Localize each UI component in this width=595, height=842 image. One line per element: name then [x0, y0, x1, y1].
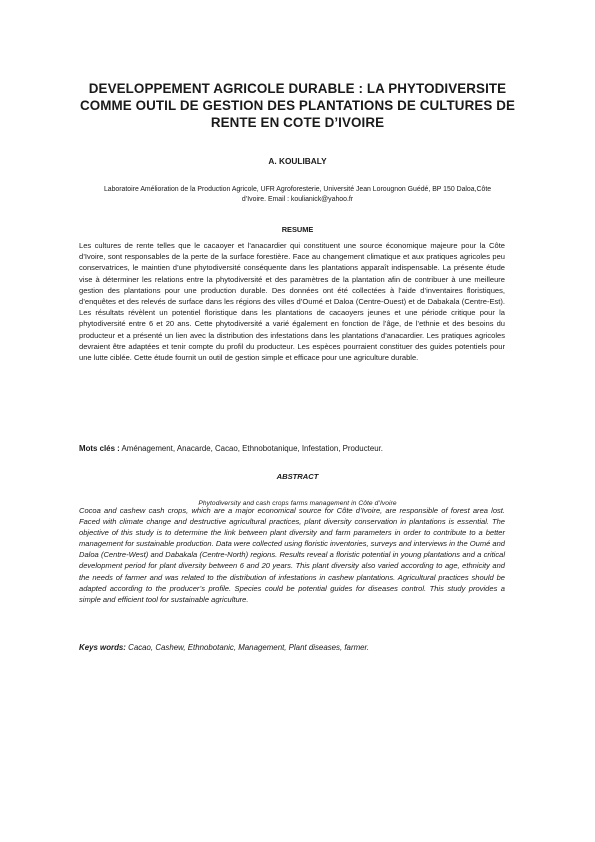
- abstract-keywords: [79, 642, 505, 653]
- resume-keywords-text: Aménagement, Anacarde, Cacao, Ethnobotanique, Infestation, Producteur.: [121, 444, 383, 453]
- abstract-body: Cocoa and cashew cash crops, which are a major economical source for Côte d’Ivoire, are responsible of forest area lost. Faced with climate change and destructive agricultural practices, plant diversity conservation in plantations is essential. The objective of this study is to determine the link between plant diversity and farm parameters in order to contribute to a better management for sustainable production. Data were collected using floristic inventories, surveys and interviews in the Oumé and Daloa (Centre-West) and Dabakala (Centre-North) regions. Results reveal a floristic potential in young plantations and a critical development period for plant diversity between 6 and 20 years. This plant diversity also varied according to age, ethnicity and the needs of farmer and was related to the distribution of infestations in cashew plantations. Agricultural practices should be adapted according to the producer’s profile. Species could be potential guides for diseases control. This study provides a simple and efficient tool for sustainable agriculture.: [79, 506, 505, 604]
- resume-keywords: [79, 443, 505, 454]
- abstract-keywords-label: Keys words:: [79, 643, 126, 652]
- author-affiliation: Laboratoire Amélioration de la Production Agricole, UFR Agroforesterie, Université Jean Lorougnon Guédé, BP 150 Daloa,Côte d’Ivoire. Email : koulianick@yahoo.fr: [103, 186, 492, 203]
- abstract-heading: ABSTRACT: [276, 472, 319, 481]
- resume-body: Les cultures de rente telles que le cacaoyer et l’anacardier qui constituent une source économique majeure pour la Côte d’Ivoire, sont responsables de la perte de la surface forestière. Face au changement climatique et aux pratiques agricoles peu conservatrices, le maintien d’une phytodiversité conséquente dans les plantations apparaît indispensable. La présente étude vise à déterminer les relations entre la phytodiversité et des paramètres de la plantation afin de contribuer à une meilleure gestion des plantations pour une production durable. Des données ont été collectées à l’aide d’inventaires floristiques, d’enquêtes et des relevés de surface dans les régions des villes d’Oumé et Daloa (Centre-Ouest) et de Dabakala (Centre-Est). Les résultats révèlent un potentiel floristique dans les plantations de cacaoyers jeunes et une période critique pour la phytodiversité entre 6 et 20 ans. Cette phytodiversité a varié également en fonction de l’âge, de l’ethnie et des besoins du producteur et a présenté un lien avec la distribution des infestations dans les plantations d’anacardier. Les pratiques agricoles devraient être adaptées et tenir compte du profil du producteur. Les espèces pourraient constituer des guides potentiels pour une lutte ciblée. Cette étude fournit un outil de gestion simple et efficace pour une agriculture durable.: [79, 241, 505, 363]
- author-name: A. KOULIBALY: [268, 156, 327, 166]
- resume-heading: RESUME: [281, 225, 314, 234]
- abstract-title: Phytodiversity and cash crops farms management in Côte d’Ivoire: [198, 500, 397, 507]
- abstract-keywords-text: Cacao, Cashew, Ethnobotanic, Management, Plant diseases, farmer.: [128, 643, 370, 652]
- resume-keywords-label: Mots clés :: [79, 444, 120, 453]
- paper-title: DEVELOPPEMENT AGRICOLE DURABLE : LA PHYTODIVERSITE COMME OUTIL DE GESTION DES PLANTATIONS DE CULTURES DE RENTE EN COTE D’IVOIRE: [79, 81, 516, 130]
